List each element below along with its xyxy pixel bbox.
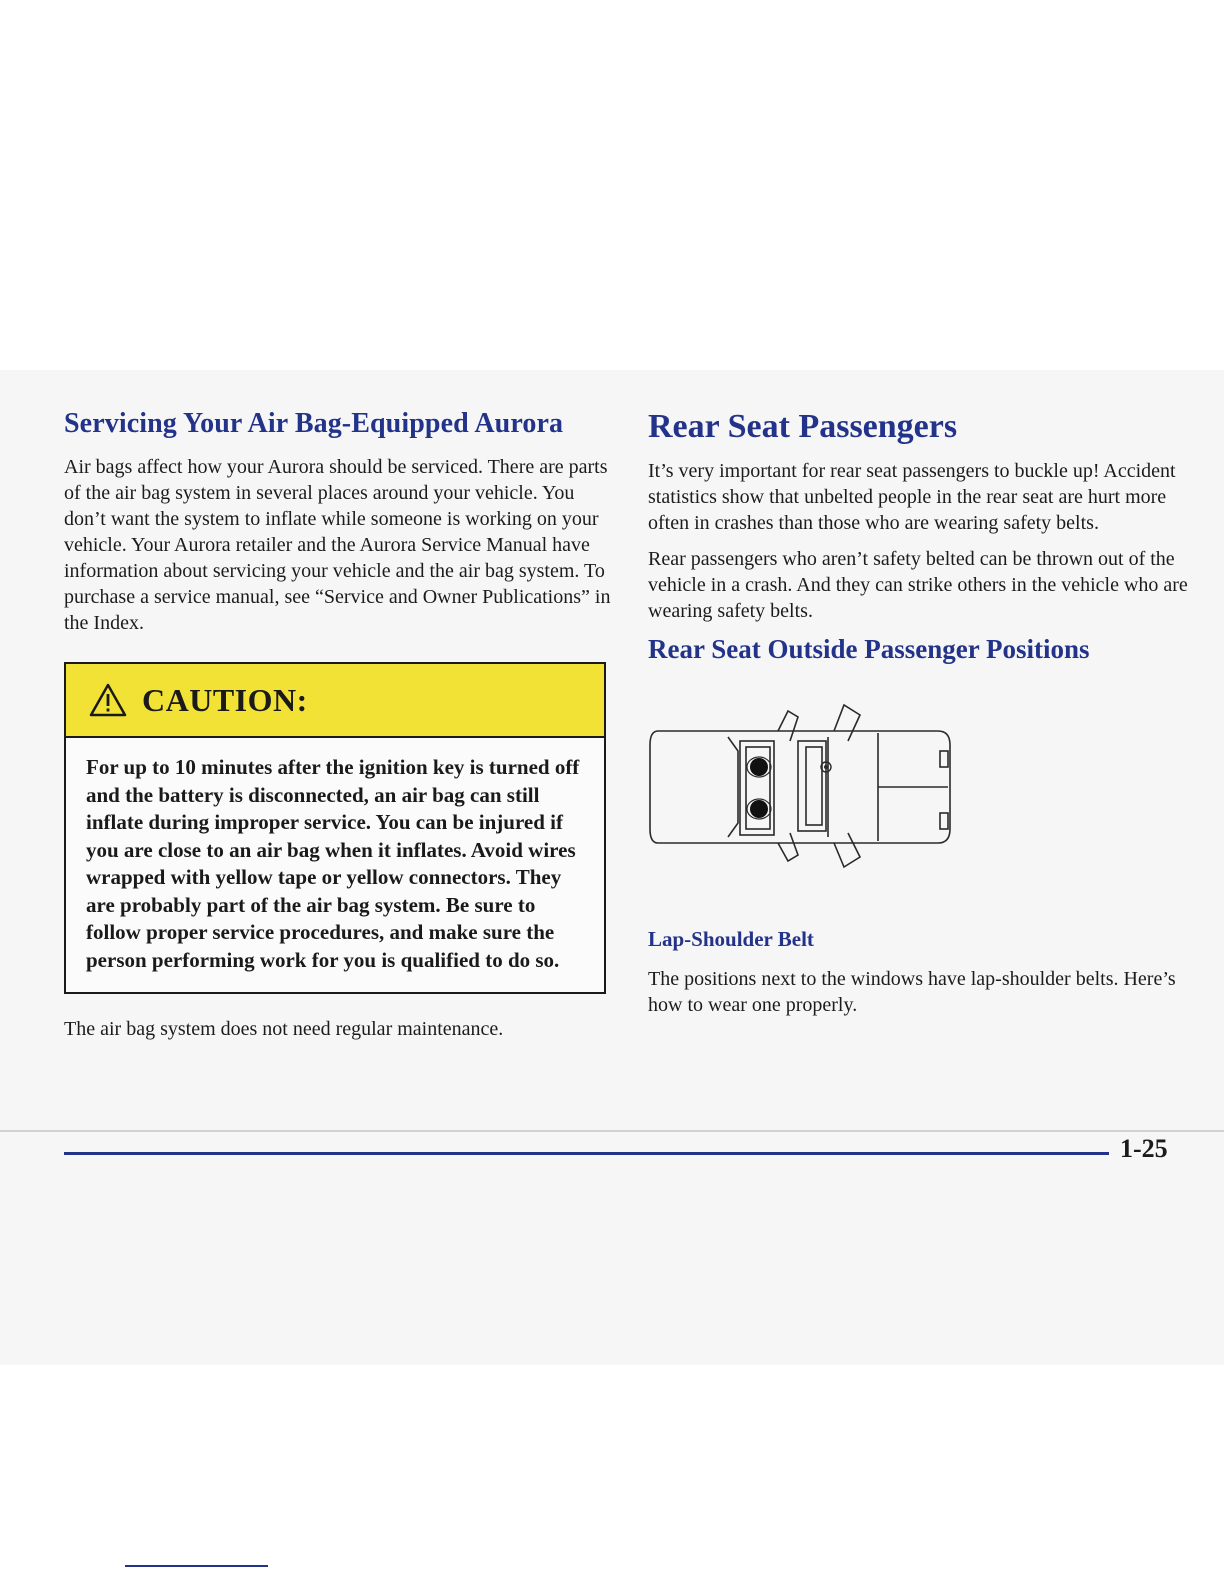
rear-seat-paragraph-1: It’s very important for rear seat passengers to buckle up! Accident statistics show that unbelted people in the rear seat are hurt more often in crashes than those who are wearing safety belts. [648, 460, 1176, 534]
warning-triangle-icon [88, 682, 128, 718]
car-top-view-illustration [648, 701, 968, 871]
caution-title: CAUTION: [142, 681, 308, 718]
band-divider [0, 1130, 1224, 1132]
lap-shoulder-belt-heading: Lap-Shoulder Belt [648, 927, 814, 951]
right-column [648, 408, 1188, 1028]
caution-header [66, 664, 604, 738]
caution-box [64, 662, 606, 994]
footer-rule [64, 1152, 1109, 1155]
left-column [64, 408, 612, 1052]
passenger-position-markers [747, 757, 771, 819]
outside-positions-heading: Rear Seat Outside Passenger Positions [648, 634, 1090, 664]
page-number: 1-25 [1120, 1134, 1168, 1163]
servicing-heading: Servicing Your Air Bag-Equipped Aurora [64, 408, 564, 439]
bottom-rule [125, 1565, 268, 1567]
caution-text: For up to 10 minutes after the ignition key is turned off and the battery is disconnected, an air bag can still inflate during improper service. You can be injured if you are close to an air bag when it inflates. Avoid wires wrapped with yellow tape or yellow connectors. They are probably part of the air bag system. Be sure to follow proper service procedures, and make sure the person performing work for you is qualified to do so. [86, 755, 580, 972]
rear-seat-heading: Rear Seat Passengers [648, 408, 958, 445]
rear-seat-paragraph-2: Rear passengers who aren’t safety belted can be thrown out of the vehicle in a crash. And they can strike others in the vehicle who are wearing safety belts. [648, 548, 1188, 622]
maintenance-note: The air bag system does not need regular maintenance. [64, 1018, 504, 1040]
seating-diagram [648, 701, 968, 871]
servicing-paragraph: Air bags affect how your Aurora should be serviced. There are parts of the air bag system in several places around your vehicle. You don’t want the system to inflate while someone is working on your vehicle. Your Aurora retailer and the Aurora Service Manual have information about servicing your vehicle and the air bag system. To purchase a service manual, see “Service and Owner Publications” in the Index. [64, 456, 611, 634]
lap-shoulder-belt-paragraph: The positions next to the windows have lap-shoulder belts. Here’s how to wear one properly. [648, 968, 1176, 1016]
